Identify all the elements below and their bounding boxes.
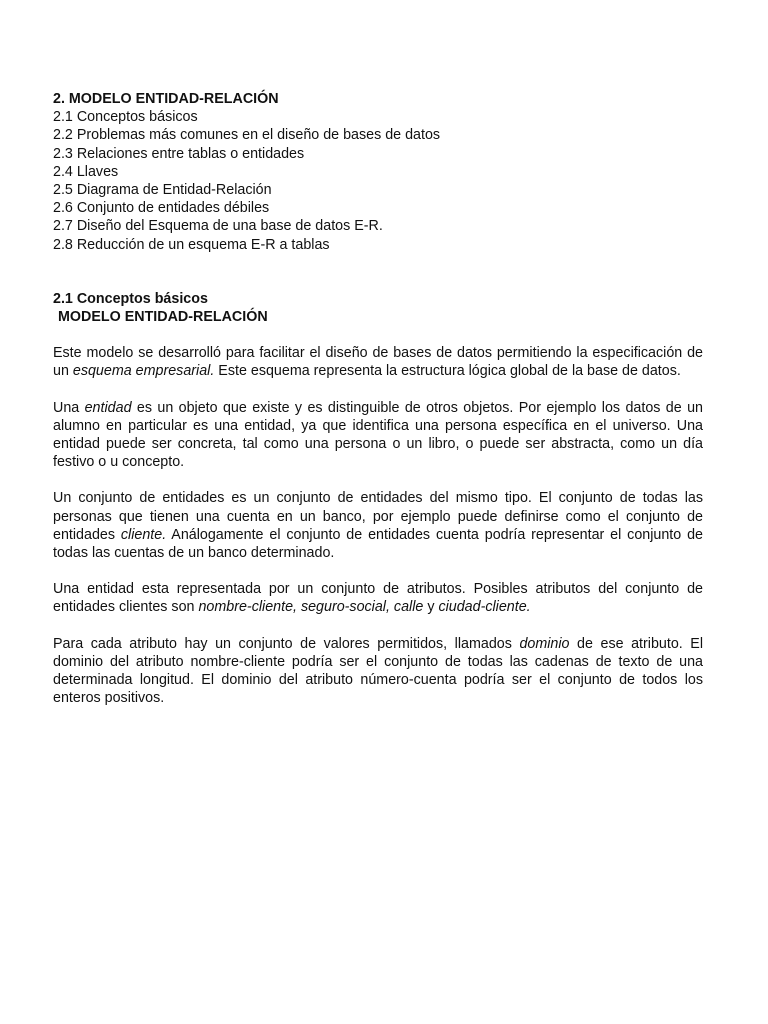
paragraph-dominio [53,635,703,708]
text-run: Este modelo se desarrolló para facilitar el diseño de bases de datos permitiendo la especificación de un [53,345,703,380]
italic-term: esquema empresarial. [72,363,215,380]
text-run: Para cada atributo hay un conjunto de valores permitidos, llamados [53,635,520,652]
paragraph-entidad [53,399,703,472]
italic-term: entidad [84,399,132,416]
text-run: Análogamente el conjunto de entidades cuenta podría representar el conjunto de todas las cuentas de un banco determinado. [53,526,703,562]
toc-item: 2.7 Diseño del Esquema de una base de datos E-R. [53,218,383,235]
toc-item: 2.3 Relaciones entre tablas o entidades [53,145,305,162]
text-run: Un conjunto de entidades es un conjunto de entidades del mismo tipo. El conjunto de todas las personas que tienen una cuenta en un banco, por ejemplo puede definirse como el conjunto de entidades [53,490,703,543]
italic-term: dominio [519,635,570,652]
paragraph-conjunto [53,489,703,562]
text-run: Una entidad esta representada por un conjunto de atributos. Posibles atributos del conjunto de entidades clientes son [53,581,703,616]
italic-term: nombre-cliente, seguro-social, calle [198,599,424,616]
paragraph-modelo [53,344,703,380]
italic-term: ciudad-cliente. [438,599,531,616]
text-run: Una [53,399,85,416]
text-run: y [423,599,439,616]
text-run: Este esquema representa la estructura lógica global de la base de datos. [214,363,681,380]
toc-item: 2.8 Reducción de un esquema E-R a tablas [53,236,330,253]
toc-item: 2.4 Llaves [53,163,119,180]
paragraph-atributos [53,580,703,616]
italic-term: cliente. [120,526,167,543]
toc-list [53,108,703,254]
toc-item: 2.5 Diagrama de Entidad-Relación [53,182,272,199]
document-page [53,90,703,707]
section-subheading: MODELO ENTIDAD-RELACIÓN [58,309,268,326]
text-run: de ese atributo. El dominio del atributo nombre-cliente podría ser el conjunto de todas las cadenas de texto de una determinada longitud. El dominio del atributo número-cuenta podría ser el conjunto de todos los enteros positivos. [53,635,704,707]
toc-item: 2.6 Conjunto de entidades débiles [53,200,270,217]
toc-item: 2.2 Problemas más comunes en el diseño de bases de datos [53,127,441,144]
toc-title: 2. MODELO ENTIDAD-RELACIÓN [53,91,279,107]
text-run: es un objeto que existe y es distinguible de otros objetos. Por ejemplo los datos de un alumno en particular es una entidad, ya que identifica una persona específica en el universo. Una entidad puede ser concreta, tal como una persona o un libro, o puede ser abstracta, como un día festivo o u concepto. [53,399,703,471]
toc-item: 2.1 Conceptos básicos [53,109,198,126]
section-heading: 2.1 Conceptos básicos [53,290,208,307]
